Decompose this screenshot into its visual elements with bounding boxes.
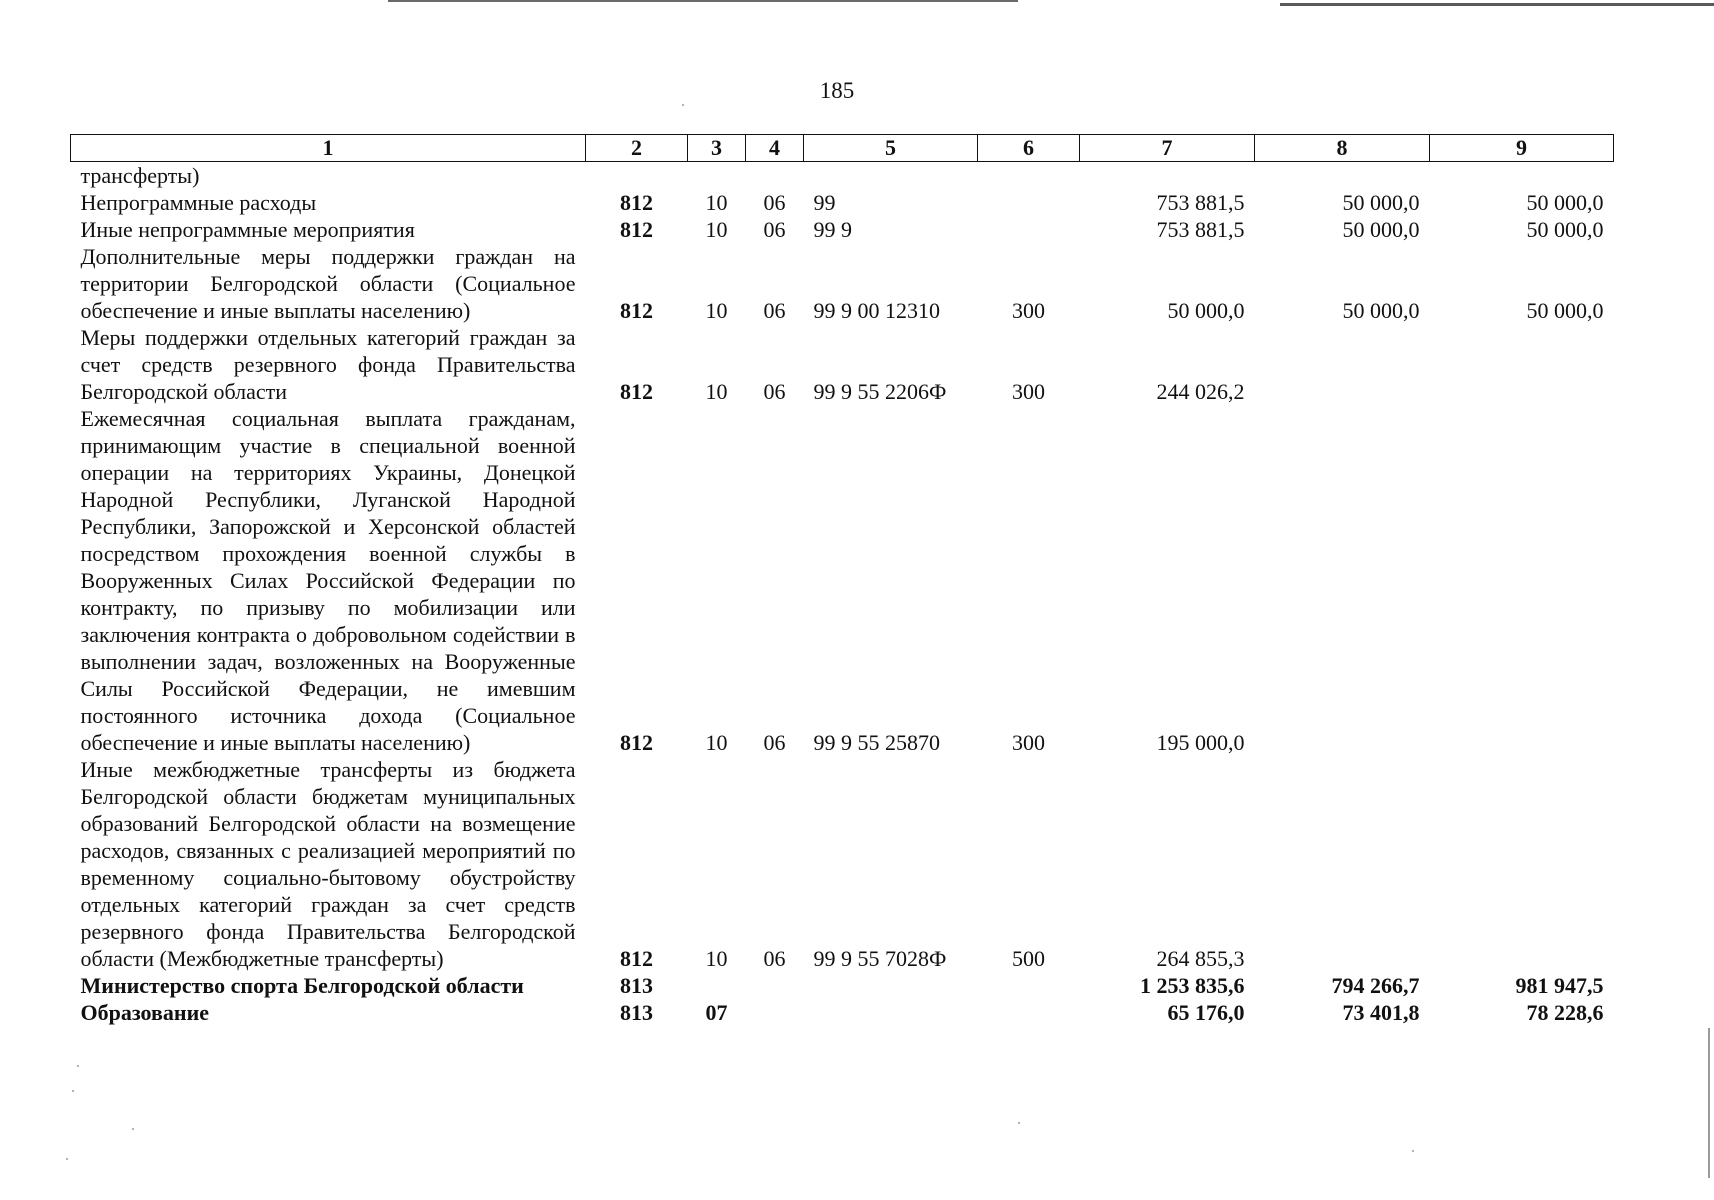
cell-vr: 300: [1012, 298, 1045, 323]
scan-speck: [72, 1090, 74, 1092]
cell-vr: [978, 999, 1080, 1026]
cell-col9: 78 228,6: [1526, 1000, 1604, 1025]
row-name: Министерство спорта Белгородской области: [80, 973, 524, 998]
cell-pr: 06: [763, 298, 786, 323]
cell-pr: 06: [763, 190, 786, 215]
column-header: 7: [1080, 135, 1255, 162]
cell-ved: 812: [620, 379, 653, 404]
row-name: Меры поддержки отдельных категорий граждан за счет средств резервного фонда Правительства Белгородской области: [80, 325, 576, 404]
cell-rz: 10: [705, 730, 728, 755]
cell-ved: 813: [620, 973, 653, 998]
cell-pr: [746, 999, 804, 1026]
cell-pr: 06: [763, 379, 786, 404]
column-header: 4: [746, 135, 804, 162]
row-name: Иные межбюджетные трансферты из бюджета Белгородской области бюджетам муниципальных образований Белгородской области на возмещение расходов, связанных с реализацией мероприятий по временному социально-бытовому обустройству отдельных категорий граждан за счет средств резервного фонда Правительства Белгородской области (Межбюджетные трансферты): [80, 757, 576, 971]
cell-rz: 10: [705, 217, 728, 242]
column-header: 5: [804, 135, 978, 162]
cell-ved: 812: [620, 217, 653, 242]
cell-csr: 99 9: [813, 217, 852, 242]
table-row: [71, 756, 1614, 972]
cell-pr: 06: [763, 946, 786, 971]
cell-ved: 812: [620, 730, 653, 755]
table-row: [71, 189, 1614, 216]
cell-csr: 99 9 55 25870: [813, 730, 940, 755]
cell-col8: [1255, 324, 1430, 405]
cell-col7: 264 855,3: [1156, 946, 1245, 971]
budget-table: [70, 134, 1614, 1026]
scan-border-line: [388, 0, 1018, 2]
cell-col9: [1430, 324, 1614, 405]
table-row: [71, 999, 1614, 1026]
cell-col7: 753 881,5: [1156, 190, 1245, 215]
scan-edge-mark: [1708, 1028, 1710, 1178]
scan-speck: [1018, 1122, 1020, 1124]
cell-csr: 99 9 55 2206Ф: [813, 379, 947, 404]
cell-col7: 195 000,0: [1156, 730, 1245, 755]
cell-ved: [586, 162, 688, 190]
cell-rz: [688, 972, 746, 999]
cell-col8: 50 000,0: [1342, 217, 1420, 242]
cell-ved: 812: [620, 946, 653, 971]
scan-speck: [682, 104, 684, 106]
cell-col7: 65 176,0: [1167, 1000, 1245, 1025]
cell-rz: 10: [705, 298, 728, 323]
cell-col9: 50 000,0: [1526, 217, 1604, 242]
table-row: [71, 216, 1614, 243]
cell-csr: [804, 162, 978, 190]
cell-csr: [804, 972, 978, 999]
cell-pr: [746, 162, 804, 190]
cell-col9: 50 000,0: [1526, 298, 1604, 323]
cell-pr: 06: [763, 217, 786, 242]
cell-col7: 1 253 835,6: [1140, 973, 1245, 998]
cell-vr: [978, 189, 1080, 216]
table-header-row: [71, 135, 1614, 162]
cell-col9: [1430, 756, 1614, 972]
cell-vr: [978, 972, 1080, 999]
cell-pr: [746, 972, 804, 999]
column-header: 2: [586, 135, 688, 162]
cell-col9: [1430, 405, 1614, 756]
cell-col7: [1080, 162, 1255, 190]
cell-col7: 753 881,5: [1156, 217, 1245, 242]
cell-col7: 50 000,0: [1167, 298, 1245, 323]
cell-rz: 07: [705, 1000, 728, 1025]
cell-rz: 10: [705, 946, 728, 971]
cell-col9: 981 947,5: [1515, 973, 1604, 998]
cell-col8: 794 266,7: [1331, 973, 1420, 998]
column-header: 9: [1430, 135, 1614, 162]
cell-col9: [1430, 162, 1614, 190]
scan-speck: [66, 1158, 68, 1160]
cell-csr: [804, 999, 978, 1026]
cell-rz: [688, 162, 746, 190]
column-header: 3: [688, 135, 746, 162]
scan-speck: [1412, 1150, 1414, 1152]
cell-ved: 813: [620, 1000, 653, 1025]
row-name: Иные непрограммные мероприятия: [80, 217, 415, 242]
cell-col8: [1255, 756, 1430, 972]
row-name: трансферты): [80, 163, 200, 188]
row-name: Ежемесячная социальная выплата гражданам, принимающим участие в специальной военной операции на территориях Украины, Донецкой Народной Республики, Луганской Народной Республики, Запорожской и Херсонской областей посредством прохождения военной службы в Вооруженных Силах Российской Федерации по контракту, по призыву по мобилизации или заключения контракта о добровольном содействии в выполнении задач, возложенных на Вооруженные Силы Российской Федерации, не имевшим постоянного источника дохода (Социальное обеспечение и иные выплаты населению): [80, 406, 576, 755]
cell-vr: 500: [1012, 946, 1045, 971]
cell-vr: 300: [1012, 379, 1045, 404]
cell-col8: 50 000,0: [1342, 190, 1420, 215]
cell-ved: 812: [620, 298, 653, 323]
cell-vr: [978, 216, 1080, 243]
cell-vr: [978, 162, 1080, 190]
cell-pr: 06: [763, 730, 786, 755]
cell-col8: 50 000,0: [1342, 298, 1420, 323]
row-name: Дополнительные меры поддержки граждан на территории Белгородской области (Социальное обеспечение и иные выплаты населению): [80, 244, 576, 323]
scan-border-line: [1280, 3, 1714, 6]
cell-csr: 99 9 55 7028Ф: [813, 946, 947, 971]
cell-col8: [1255, 162, 1430, 190]
row-name: Непрограммные расходы: [80, 190, 317, 215]
column-header: 6: [978, 135, 1080, 162]
cell-col8: 73 401,8: [1342, 1000, 1420, 1025]
cell-csr: 99: [813, 190, 836, 215]
column-header: 1: [71, 135, 586, 162]
table-row: [71, 405, 1614, 756]
cell-csr: 99 9 00 12310: [813, 298, 940, 323]
cell-rz: 10: [705, 379, 728, 404]
table-row: [71, 324, 1614, 405]
cell-col9: 50 000,0: [1526, 190, 1604, 215]
cell-vr: 300: [1012, 730, 1045, 755]
row-name: Образование: [80, 1000, 210, 1025]
cell-col8: [1255, 405, 1430, 756]
scan-speck: [132, 1128, 134, 1130]
table-row: [71, 162, 1614, 190]
table-row: [71, 243, 1614, 324]
cell-ved: 812: [620, 190, 653, 215]
scan-speck: [77, 1065, 79, 1067]
cell-rz: 10: [705, 190, 728, 215]
cell-col7: 244 026,2: [1156, 379, 1245, 404]
table-row: [71, 972, 1614, 999]
column-header: 8: [1255, 135, 1430, 162]
page-number: 185: [819, 78, 855, 103]
